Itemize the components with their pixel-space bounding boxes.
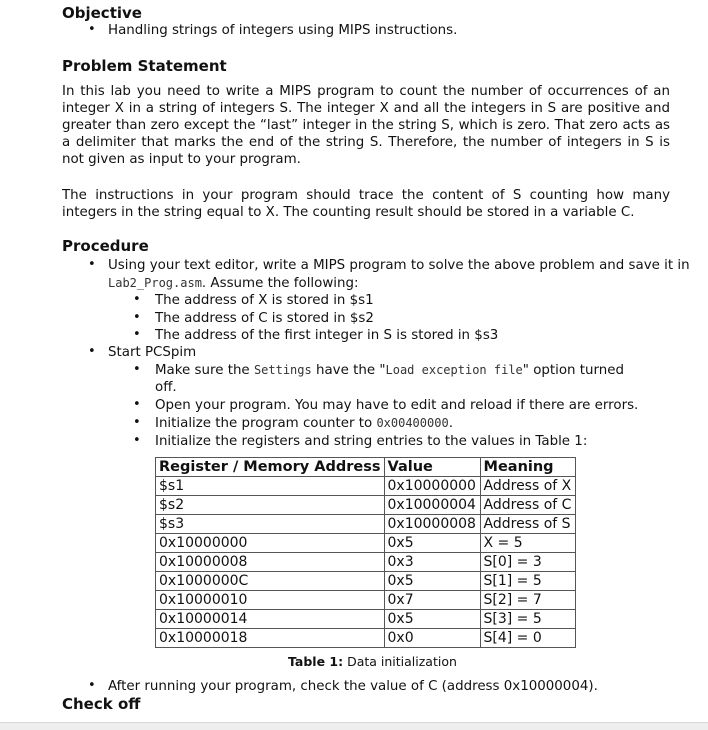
table-cell: S[1] = 5 — [480, 572, 575, 591]
substep-program-counter: Initialize the program counter to 0x00400000. — [155, 416, 453, 431]
assume-item: The address of X is stored in $s1 — [155, 293, 374, 308]
objective-item: Handling strings of integers using MIPS instructions. — [108, 23, 458, 38]
bullet-icon: • — [133, 327, 141, 342]
table-row — [156, 629, 576, 648]
table-cell: X = 5 — [480, 534, 575, 553]
table-row — [156, 477, 576, 496]
checkoff-heading: Check off — [62, 695, 141, 713]
table-row — [156, 534, 576, 553]
bullet-icon: • — [88, 344, 96, 359]
table-cell: 0x10000008 — [156, 553, 385, 572]
procedure-heading: Procedure — [62, 237, 149, 255]
procedure-step-1: Using your text editor, write a MIPS program to solve the above problem and save it in — [108, 258, 690, 273]
bullet-icon: • — [133, 433, 141, 448]
filename-code: Lab2_Prog.asm — [108, 276, 202, 290]
table-cell: 0x10000018 — [156, 629, 385, 648]
substep-open-program: Open your program. You may have to edit and reload if there are errors. — [155, 398, 639, 413]
bullet-icon: • — [133, 415, 141, 430]
problem-paragraph-1: In this lab you need to write a MIPS program to count the number of occurrences of an integer X in a string of integers S. The integer X and all the integers in S are positive and greater than zero except the “last” integer in the string S, which is zero. That zero acts as a delimiter that marks the end of the string S. Therefore, the number of integers in S is not given as input to your program. — [62, 84, 670, 167]
table-cell: S[0] = 3 — [480, 553, 575, 572]
table-row — [156, 553, 576, 572]
procedure-step-1-continued: Lab2_Prog.asm. Assume the following: — [108, 276, 359, 291]
table-row — [156, 591, 576, 610]
table-cell: S[2] = 7 — [480, 591, 575, 610]
bullet-icon: • — [133, 310, 141, 325]
substep-settings: Make sure the Settings have the "Load exception file" option turned — [155, 363, 625, 378]
table-cell: Address of C — [480, 496, 575, 515]
bullet-icon: • — [88, 257, 96, 272]
table-row — [156, 496, 576, 515]
table-cell: $s2 — [156, 496, 385, 515]
table-cell: 0x10000000 — [156, 534, 385, 553]
bullet-icon: • — [133, 397, 141, 412]
table-row — [156, 515, 576, 534]
column-header: Value — [384, 458, 480, 477]
table-cell: 0x10000000 — [384, 477, 480, 496]
table-cell: Address of X — [480, 477, 575, 496]
data-init-table — [155, 457, 576, 648]
table-cell: 0x7 — [384, 591, 480, 610]
procedure-final-step: After running your program, check the value of C (address 0x10000004). — [108, 679, 598, 694]
column-header: Register / Memory Address — [156, 458, 385, 477]
substep-settings-continued: off. — [155, 380, 177, 395]
table-cell: 0x1000000C — [156, 572, 385, 591]
problem-paragraph-2: The instructions in your program should trace the content of S counting how many integers in the string equal to X. The counting result should be stored in a variable C. — [62, 188, 670, 220]
table-row — [156, 610, 576, 629]
bullet-icon: • — [133, 292, 141, 307]
problem-heading: Problem Statement — [62, 57, 227, 75]
assume-item: The address of C is stored in $s2 — [155, 311, 374, 326]
bullet-icon: • — [88, 678, 96, 693]
objective-heading: Objective — [62, 4, 142, 22]
substep-init-registers: Initialize the registers and string entries to the values in Table 1: — [155, 434, 588, 449]
table-row — [156, 572, 576, 591]
bullet-icon: • — [88, 22, 96, 37]
table-cell: S[4] = 0 — [480, 629, 575, 648]
table-caption: Table 1: Data initialization — [288, 654, 457, 669]
procedure-step-2: Start PCSpim — [108, 345, 197, 360]
table-cell: 0x5 — [384, 572, 480, 591]
table-cell: 0x10000004 — [384, 496, 480, 515]
table-cell: 0x10000014 — [156, 610, 385, 629]
assume-item: The address of the first integer in S is stored in $s3 — [155, 328, 499, 343]
column-header: Meaning — [480, 458, 575, 477]
table-cell: 0x5 — [384, 610, 480, 629]
table-cell: 0x0 — [384, 629, 480, 648]
bullet-icon: • — [133, 362, 141, 377]
table-cell: 0x5 — [384, 534, 480, 553]
table-cell: $s1 — [156, 477, 385, 496]
table-cell: 0x10000008 — [384, 515, 480, 534]
table-cell: 0x3 — [384, 553, 480, 572]
table-cell: S[3] = 5 — [480, 610, 575, 629]
table-cell: Address of S — [480, 515, 575, 534]
table-cell: 0x10000010 — [156, 591, 385, 610]
table-header-row — [156, 458, 576, 477]
table-cell: $s3 — [156, 515, 385, 534]
